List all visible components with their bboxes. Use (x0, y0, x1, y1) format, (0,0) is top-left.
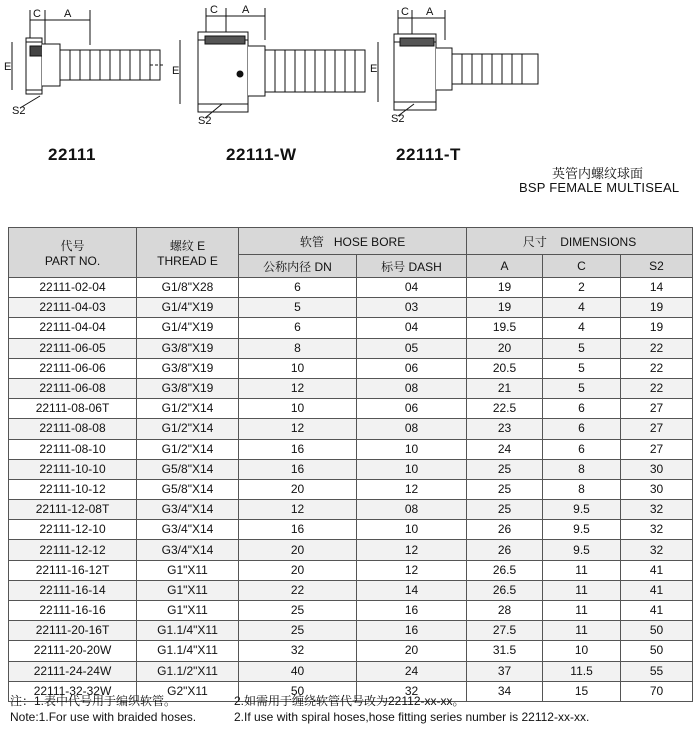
drawing-22111-w (172, 4, 365, 127)
dim-s2-label: S2 (198, 115, 212, 127)
cell-dash: 06 (357, 399, 467, 419)
cell-c: 5 (543, 378, 621, 398)
cell-thread: G1/2"X14 (137, 439, 239, 459)
cell-s2: 22 (621, 358, 693, 378)
table-row (9, 419, 693, 439)
cell-dn: 12 (239, 500, 357, 520)
cell-c: 11 (543, 621, 621, 641)
cell-s2: 22 (621, 378, 693, 398)
table-row (9, 580, 693, 600)
cell-part-no: 22111-16-12T (9, 560, 137, 580)
header-thread-en: THREAD E (157, 254, 218, 268)
table-row (9, 540, 693, 560)
header-hose-cn: 软管 (299, 234, 324, 249)
cell-c: 9.5 (543, 500, 621, 520)
cell-dash: 10 (357, 439, 467, 459)
table-row (9, 298, 693, 318)
cell-dash: 24 (357, 661, 467, 681)
cell-part-no: 22111-20-20W (9, 641, 137, 661)
cell-thread: G3/8"X19 (137, 358, 239, 378)
model-label-22111-w: 22111-W (226, 145, 297, 164)
cell-part-no: 22111-16-16 (9, 601, 137, 621)
cell-dn: 40 (239, 661, 357, 681)
cell-a: 27.5 (467, 621, 543, 641)
cell-dn: 20 (239, 540, 357, 560)
cell-a: 23 (467, 419, 543, 439)
cell-dash: 12 (357, 560, 467, 580)
cell-c: 11.5 (543, 661, 621, 681)
title-english: BSP FEMALE MULTISEAL (519, 180, 680, 195)
cell-c: 4 (543, 298, 621, 318)
table-row (9, 318, 693, 338)
cell-dn: 6 (239, 278, 357, 298)
table-row (9, 621, 693, 641)
dim-s2-label: S2 (12, 105, 26, 117)
cell-part-no: 22111-06-06 (9, 358, 137, 378)
cell-thread: G5/8"X14 (137, 459, 239, 479)
cell-part-no: 22111-12-12 (9, 540, 137, 560)
cell-thread: G3/8"X19 (137, 338, 239, 358)
header-part-no (9, 228, 137, 278)
cell-s2: 27 (621, 419, 693, 439)
cell-a: 26.5 (467, 560, 543, 580)
drawing-22111-t (370, 6, 538, 125)
note-en-1: Note:1.For use with braided hoses. (10, 710, 197, 724)
cell-thread: G2"X11 (137, 681, 239, 701)
table-row (9, 378, 693, 398)
header-thread (137, 228, 239, 278)
cell-a: 19.5 (467, 318, 543, 338)
dim-a-label: A (242, 4, 250, 16)
cell-a: 26 (467, 540, 543, 560)
cell-s2: 27 (621, 439, 693, 459)
cell-s2: 41 (621, 560, 693, 580)
table-row (9, 641, 693, 661)
cell-a: 25 (467, 459, 543, 479)
cell-thread: G3/4"X14 (137, 540, 239, 560)
cell-c: 11 (543, 560, 621, 580)
dim-e-label: E (370, 63, 378, 75)
cell-dash: 03 (357, 298, 467, 318)
cell-dash: 20 (357, 641, 467, 661)
header-dims-en: DIMENSIONS (560, 234, 637, 249)
header-hose-en: HOSE BORE (333, 234, 406, 249)
cell-thread: G1/2"X14 (137, 419, 239, 439)
cell-a: 20.5 (467, 358, 543, 378)
table-row (9, 439, 693, 459)
header-thread-cn: 螺纹 E (169, 239, 206, 253)
cell-s2: 30 (621, 479, 693, 499)
cell-a: 19 (467, 298, 543, 318)
cell-dash: 05 (357, 338, 467, 358)
cell-dn: 32 (239, 641, 357, 661)
cell-dash: 10 (357, 459, 467, 479)
cell-part-no: 22111-10-12 (9, 479, 137, 499)
cell-dn: 10 (239, 358, 357, 378)
cell-dash: 14 (357, 580, 467, 600)
cell-thread: G1/4"X19 (137, 298, 239, 318)
model-label-22111-t: 22111-T (396, 145, 461, 164)
cell-thread: G1.1/2"X11 (137, 661, 239, 681)
cell-dash: 04 (357, 278, 467, 298)
cell-dn: 20 (239, 560, 357, 580)
cell-s2: 50 (621, 641, 693, 661)
table-row (9, 560, 693, 580)
table-row (9, 520, 693, 540)
cell-s2: 55 (621, 661, 693, 681)
cell-part-no: 22111-10-10 (9, 459, 137, 479)
cell-a: 37 (467, 661, 543, 681)
cell-dn: 10 (239, 399, 357, 419)
cell-dn: 12 (239, 378, 357, 398)
header-dash: 标号 DASH (357, 255, 467, 278)
table-row (9, 601, 693, 621)
cell-s2: 41 (621, 580, 693, 600)
cell-part-no: 22111-04-04 (9, 318, 137, 338)
cell-a: 28 (467, 601, 543, 621)
cell-part-no: 22111-08-10 (9, 439, 137, 459)
cell-a: 19 (467, 278, 543, 298)
cell-thread: G1.1/4"X11 (137, 621, 239, 641)
cell-part-no: 22111-08-08 (9, 419, 137, 439)
cell-part-no: 22111-08-06T (9, 399, 137, 419)
table-row (9, 500, 693, 520)
cell-a: 24 (467, 439, 543, 459)
table-row (9, 459, 693, 479)
cell-c: 6 (543, 419, 621, 439)
cell-a: 21 (467, 378, 543, 398)
cell-dn: 6 (239, 318, 357, 338)
drawing-22111 (4, 8, 165, 117)
cell-s2: 19 (621, 318, 693, 338)
cell-c: 9.5 (543, 520, 621, 540)
note-cn-2: 2.如需用于缠绕软管代号改为22112-xx-xx。 (234, 694, 465, 708)
cell-a: 31.5 (467, 641, 543, 661)
cell-part-no: 22111-12-10 (9, 520, 137, 540)
note-cn-1: 注：1.表中代号用于编织软管。 (10, 694, 177, 708)
cell-c: 4 (543, 318, 621, 338)
table-row (9, 358, 693, 378)
cell-dn: 12 (239, 419, 357, 439)
header-a: A (467, 255, 543, 278)
cell-thread: G1/4"X19 (137, 318, 239, 338)
dim-e-label: E (172, 65, 180, 77)
table-row (9, 479, 693, 499)
cell-thread: G3/4"X14 (137, 520, 239, 540)
cell-s2: 50 (621, 621, 693, 641)
table-body (9, 278, 693, 702)
cell-thread: G3/8"X19 (137, 378, 239, 398)
cell-thread: G1"X11 (137, 560, 239, 580)
fitting-drawings (0, 0, 700, 140)
cell-part-no: 22111-12-08T (9, 500, 137, 520)
dim-c-label: C (210, 4, 218, 16)
cell-s2: 32 (621, 540, 693, 560)
model-label-22111: 22111 (48, 145, 96, 164)
cell-dash: 32 (357, 681, 467, 701)
cell-a: 26.5 (467, 580, 543, 600)
cell-thread: G3/4"X14 (137, 500, 239, 520)
cell-c: 8 (543, 479, 621, 499)
header-dims-cn: 尺寸 (522, 234, 547, 249)
cell-dash: 12 (357, 540, 467, 560)
dim-c-label: C (401, 6, 409, 18)
cell-thread: G1/2"X14 (137, 399, 239, 419)
cell-s2: 27 (621, 399, 693, 419)
table-row (9, 661, 693, 681)
dim-s2-label: S2 (391, 113, 405, 125)
table-row (9, 399, 693, 419)
cell-dn: 50 (239, 681, 357, 701)
cell-c: 5 (543, 358, 621, 378)
dim-a-label: A (64, 8, 72, 20)
cell-c: 10 (543, 641, 621, 661)
cell-dn: 25 (239, 601, 357, 621)
cell-a: 20 (467, 338, 543, 358)
cell-thread: G1/8"X28 (137, 278, 239, 298)
cell-dash: 08 (357, 500, 467, 520)
cell-s2: 41 (621, 601, 693, 621)
title-chinese: 英管内螺纹球面 (552, 166, 644, 181)
cell-s2: 19 (621, 298, 693, 318)
cell-dash: 16 (357, 601, 467, 621)
cell-a: 25 (467, 500, 543, 520)
cell-c: 9.5 (543, 540, 621, 560)
cell-part-no: 22111-24-24W (9, 661, 137, 681)
cell-a: 34 (467, 681, 543, 701)
cell-dn: 16 (239, 520, 357, 540)
cell-s2: 14 (621, 278, 693, 298)
cell-s2: 22 (621, 338, 693, 358)
cell-thread: G1.1/4"X11 (137, 641, 239, 661)
header-dimensions (467, 228, 693, 255)
cell-c: 6 (543, 399, 621, 419)
cell-c: 8 (543, 459, 621, 479)
note-en-2: 2.If use with spiral hoses,hose fitting series number is 22112-xx-xx. (234, 710, 590, 724)
cell-c: 6 (543, 439, 621, 459)
cell-part-no: 22111-02-04 (9, 278, 137, 298)
header-dn: 公称内径 DN (239, 255, 357, 278)
header-part-no-cn: 代号 (60, 239, 85, 253)
cell-dn: 16 (239, 439, 357, 459)
cell-c: 11 (543, 601, 621, 621)
cell-dn: 20 (239, 479, 357, 499)
cell-s2: 32 (621, 520, 693, 540)
cell-part-no: 22111-06-05 (9, 338, 137, 358)
cell-part-no: 22111-20-16T (9, 621, 137, 641)
cell-thread: G5/8"X14 (137, 479, 239, 499)
cell-part-no: 22111-16-14 (9, 580, 137, 600)
table-row (9, 278, 693, 298)
cell-thread: G1"X11 (137, 580, 239, 600)
cell-dn: 5 (239, 298, 357, 318)
cell-dn: 22 (239, 580, 357, 600)
header-part-no-en: PART NO. (44, 254, 101, 268)
cell-c: 11 (543, 580, 621, 600)
cell-dash: 10 (357, 520, 467, 540)
cell-dash: 08 (357, 419, 467, 439)
cell-s2: 32 (621, 500, 693, 520)
cell-c: 5 (543, 338, 621, 358)
cell-dash: 04 (357, 318, 467, 338)
dim-a-label: A (426, 6, 434, 18)
cell-dash: 06 (357, 358, 467, 378)
cell-part-no: 22111-06-08 (9, 378, 137, 398)
cell-s2: 30 (621, 459, 693, 479)
cell-a: 22.5 (467, 399, 543, 419)
cell-part-no: 22111-04-03 (9, 298, 137, 318)
cell-dn: 25 (239, 621, 357, 641)
dim-e-label: E (4, 61, 12, 73)
cell-dash: 16 (357, 621, 467, 641)
cell-thread: G1"X11 (137, 601, 239, 621)
cell-part-no: 22111-32-32W (9, 681, 137, 701)
header-c: C (543, 255, 621, 278)
header-hose-bore (239, 228, 467, 255)
cell-a: 25 (467, 479, 543, 499)
cell-s2: 70 (621, 681, 693, 701)
cell-dn: 16 (239, 459, 357, 479)
cell-dn: 8 (239, 338, 357, 358)
cell-dash: 08 (357, 378, 467, 398)
cell-c: 15 (543, 681, 621, 701)
cell-a: 26 (467, 520, 543, 540)
cell-c: 2 (543, 278, 621, 298)
specification-table (8, 227, 693, 702)
dim-c-label: C (33, 8, 41, 20)
table-row (9, 338, 693, 358)
header-s2: S2 (621, 255, 693, 278)
cell-dash: 12 (357, 479, 467, 499)
